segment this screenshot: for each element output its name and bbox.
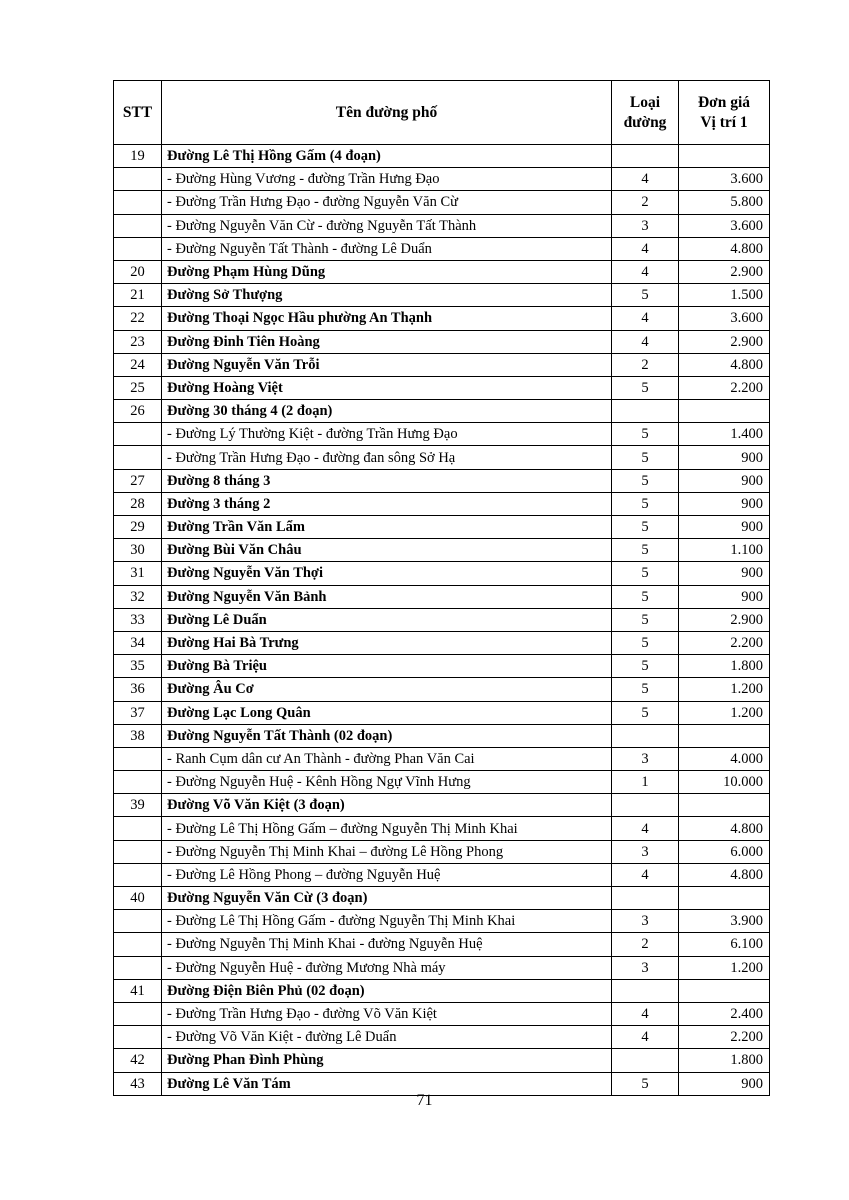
row-unit-price: 3.900	[679, 910, 770, 933]
table-row	[114, 771, 770, 794]
row-road-type	[612, 794, 679, 817]
table-header	[114, 81, 770, 145]
row-unit-price: 1.200	[679, 678, 770, 701]
row-street-name: - Đường Nguyễn Huệ - Kênh Hồng Ngự Vĩnh Hưng	[162, 771, 612, 794]
row-road-type: 2	[612, 353, 679, 376]
row-road-type	[612, 400, 679, 423]
row-street-name: Đường Điện Biên Phủ (02 đoạn)	[162, 979, 612, 1002]
row-unit-price: 1.400	[679, 423, 770, 446]
row-stt	[114, 771, 162, 794]
table-row	[114, 933, 770, 956]
header-unit-price-line2: Vị trí 1	[700, 113, 748, 131]
table-row	[114, 214, 770, 237]
row-unit-price	[679, 145, 770, 168]
row-stt: 39	[114, 794, 162, 817]
row-street-name: - Đường Võ Văn Kiệt - đường Lê Duẩn	[162, 1026, 612, 1049]
row-stt	[114, 237, 162, 260]
row-road-type: 4	[612, 168, 679, 191]
row-road-type: 4	[612, 817, 679, 840]
row-unit-price	[679, 794, 770, 817]
row-street-name: Đường Bà Triệu	[162, 655, 612, 678]
table-row	[114, 794, 770, 817]
row-street-name: - Đường Trần Hưng Đạo - đường Nguyễn Văn Cừ	[162, 191, 612, 214]
row-street-name: Đường Sở Thượng	[162, 284, 612, 307]
row-unit-price: 2.200	[679, 1026, 770, 1049]
row-road-type: 5	[612, 423, 679, 446]
row-unit-price: 2.900	[679, 330, 770, 353]
row-road-type: 4	[612, 863, 679, 886]
row-stt: 26	[114, 400, 162, 423]
row-unit-price: 2.900	[679, 260, 770, 283]
row-stt: 43	[114, 1072, 162, 1095]
row-unit-price: 900	[679, 562, 770, 585]
table-row	[114, 1049, 770, 1072]
row-stt: 38	[114, 724, 162, 747]
table-row	[114, 678, 770, 701]
row-stt	[114, 910, 162, 933]
row-road-type: 5	[612, 284, 679, 307]
row-stt: 22	[114, 307, 162, 330]
row-unit-price: 1.800	[679, 655, 770, 678]
row-unit-price: 2.200	[679, 376, 770, 399]
table-row	[114, 701, 770, 724]
row-street-name: Đường Hoàng Việt	[162, 376, 612, 399]
table-row	[114, 260, 770, 283]
street-price-table	[113, 80, 770, 1096]
row-road-type	[612, 979, 679, 1002]
page-number: 71	[416, 1092, 433, 1109]
table-row	[114, 887, 770, 910]
table-row	[114, 492, 770, 515]
header-street-name: Tên đường phố	[162, 81, 612, 145]
table-body	[114, 145, 770, 1096]
table-row	[114, 1026, 770, 1049]
row-road-type: 3	[612, 956, 679, 979]
row-road-type: 4	[612, 330, 679, 353]
row-stt: 19	[114, 145, 162, 168]
row-road-type: 3	[612, 840, 679, 863]
row-unit-price	[679, 400, 770, 423]
table-row	[114, 910, 770, 933]
row-road-type: 3	[612, 214, 679, 237]
row-road-type	[612, 145, 679, 168]
table-row	[114, 376, 770, 399]
table-row	[114, 585, 770, 608]
row-street-name: Đường Phan Đình Phùng	[162, 1049, 612, 1072]
row-road-type: 5	[612, 678, 679, 701]
row-stt: 37	[114, 701, 162, 724]
row-stt	[114, 1026, 162, 1049]
row-stt: 34	[114, 631, 162, 654]
row-unit-price: 1.200	[679, 956, 770, 979]
row-unit-price: 3.600	[679, 168, 770, 191]
table-row	[114, 979, 770, 1002]
row-street-name: Đường Thoại Ngọc Hầu phường An Thạnh	[162, 307, 612, 330]
row-unit-price: 900	[679, 585, 770, 608]
row-street-name: Đường Lạc Long Quân	[162, 701, 612, 724]
row-street-name: Đường Lê Duẩn	[162, 608, 612, 631]
table-row	[114, 724, 770, 747]
row-unit-price: 10.000	[679, 771, 770, 794]
row-unit-price	[679, 724, 770, 747]
header-stt: STT	[114, 81, 162, 145]
row-unit-price: 6.100	[679, 933, 770, 956]
row-road-type: 3	[612, 747, 679, 770]
row-street-name: Đường Nguyễn Tất Thành (02 đoạn)	[162, 724, 612, 747]
row-stt	[114, 214, 162, 237]
row-street-name: - Ranh Cụm dân cư An Thành - đường Phan Văn Cai	[162, 747, 612, 770]
row-road-type: 5	[612, 492, 679, 515]
row-road-type: 5	[612, 446, 679, 469]
row-street-name: Đường 8 tháng 3	[162, 469, 612, 492]
row-road-type: 3	[612, 910, 679, 933]
row-street-name: - Đường Trần Hưng Đạo - đường đan sông Sở Hạ	[162, 446, 612, 469]
row-street-name: - Đường Lê Thị Hồng Gấm – đường Nguyễn Thị Minh Khai	[162, 817, 612, 840]
row-unit-price	[679, 979, 770, 1002]
row-unit-price: 4.800	[679, 817, 770, 840]
table-row	[114, 307, 770, 330]
table-row	[114, 562, 770, 585]
table-row	[114, 956, 770, 979]
table-row	[114, 446, 770, 469]
row-street-name: - Đường Nguyễn Thị Minh Khai – đường Lê Hồng Phong	[162, 840, 612, 863]
row-stt	[114, 840, 162, 863]
row-street-name: Đường 3 tháng 2	[162, 492, 612, 515]
row-street-name: Đường Võ Văn Kiệt (3 đoạn)	[162, 794, 612, 817]
row-street-name: - Đường Nguyễn Tất Thành - đường Lê Duẩn	[162, 237, 612, 260]
row-road-type: 5	[612, 701, 679, 724]
row-street-name: - Đường Nguyễn Thị Minh Khai - đường Nguyễn Huệ	[162, 933, 612, 956]
table-row	[114, 469, 770, 492]
row-road-type: 4	[612, 307, 679, 330]
row-road-type: 4	[612, 237, 679, 260]
row-stt: 33	[114, 608, 162, 631]
row-street-name: Đường Âu Cơ	[162, 678, 612, 701]
row-stt: 25	[114, 376, 162, 399]
row-unit-price: 900	[679, 516, 770, 539]
row-road-type: 5	[612, 585, 679, 608]
table-row	[114, 191, 770, 214]
table-row	[114, 817, 770, 840]
row-street-name: Đường Nguyễn Văn Thợi	[162, 562, 612, 585]
row-stt: 42	[114, 1049, 162, 1072]
table-row	[114, 400, 770, 423]
row-street-name: - Đường Lý Thường Kiệt - đường Trần Hưng Đạo	[162, 423, 612, 446]
row-stt: 29	[114, 516, 162, 539]
header-unit-price-line1: Đơn giá	[697, 93, 751, 111]
table-row	[114, 539, 770, 562]
table-row	[114, 168, 770, 191]
table-row	[114, 330, 770, 353]
row-unit-price: 5.800	[679, 191, 770, 214]
header-road-type-line1: Loại	[629, 93, 661, 111]
table-row	[114, 840, 770, 863]
table-row	[114, 608, 770, 631]
row-road-type: 5	[612, 516, 679, 539]
header-row	[114, 81, 770, 145]
row-stt: 32	[114, 585, 162, 608]
row-road-type	[612, 724, 679, 747]
row-street-name: Đường Nguyễn Văn Trỗi	[162, 353, 612, 376]
row-street-name: Đường Nguyễn Văn Cừ (3 đoạn)	[162, 887, 612, 910]
table-row	[114, 516, 770, 539]
row-unit-price: 3.600	[679, 214, 770, 237]
table-row	[114, 353, 770, 376]
row-unit-price: 2.900	[679, 608, 770, 631]
row-road-type: 4	[612, 1002, 679, 1025]
row-unit-price: 1.100	[679, 539, 770, 562]
table-row	[114, 1002, 770, 1025]
row-street-name: Đường Nguyễn Văn Bảnh	[162, 585, 612, 608]
table-row	[114, 284, 770, 307]
row-road-type: 5	[612, 1072, 679, 1095]
row-stt: 35	[114, 655, 162, 678]
row-road-type: 5	[612, 608, 679, 631]
row-stt: 21	[114, 284, 162, 307]
row-stt: 31	[114, 562, 162, 585]
header-road-type-line2: đường	[623, 113, 667, 131]
row-stt: 20	[114, 260, 162, 283]
row-stt	[114, 817, 162, 840]
row-street-name: - Đường Lê Hồng Phong – đường Nguyễn Huệ	[162, 863, 612, 886]
row-unit-price: 4.800	[679, 237, 770, 260]
row-road-type: 2	[612, 191, 679, 214]
row-street-name: Đường Đinh Tiên Hoàng	[162, 330, 612, 353]
header-road-type	[612, 81, 679, 145]
row-road-type: 5	[612, 655, 679, 678]
row-stt: 28	[114, 492, 162, 515]
table-row	[114, 631, 770, 654]
table-row	[114, 747, 770, 770]
row-road-type: 5	[612, 631, 679, 654]
row-road-type: 2	[612, 933, 679, 956]
row-unit-price: 1.500	[679, 284, 770, 307]
row-street-name: - Đường Lê Thị Hồng Gấm - đường Nguyễn Thị Minh Khai	[162, 910, 612, 933]
row-road-type: 5	[612, 539, 679, 562]
row-unit-price: 1.800	[679, 1049, 770, 1072]
row-street-name: - Đường Nguyễn Văn Cừ - đường Nguyễn Tất Thành	[162, 214, 612, 237]
row-unit-price: 4.800	[679, 863, 770, 886]
row-stt	[114, 863, 162, 886]
table-row	[114, 655, 770, 678]
row-stt	[114, 1002, 162, 1025]
header-unit-price	[679, 81, 770, 145]
table-row	[114, 145, 770, 168]
row-road-type: 4	[612, 1026, 679, 1049]
row-stt: 24	[114, 353, 162, 376]
row-street-name: - Đường Hùng Vương - đường Trần Hưng Đạo	[162, 168, 612, 191]
row-stt: 27	[114, 469, 162, 492]
row-road-type: 4	[612, 260, 679, 283]
row-stt: 41	[114, 979, 162, 1002]
row-stt	[114, 747, 162, 770]
row-unit-price	[679, 887, 770, 910]
row-unit-price: 3.600	[679, 307, 770, 330]
row-unit-price: 4.800	[679, 353, 770, 376]
row-stt	[114, 423, 162, 446]
row-stt: 23	[114, 330, 162, 353]
row-street-name: Đường Lê Thị Hồng Gấm (4 đoạn)	[162, 145, 612, 168]
row-stt: 36	[114, 678, 162, 701]
row-road-type: 1	[612, 771, 679, 794]
row-stt	[114, 168, 162, 191]
row-road-type	[612, 1049, 679, 1072]
row-stt	[114, 933, 162, 956]
row-stt: 40	[114, 887, 162, 910]
row-unit-price: 900	[679, 492, 770, 515]
row-stt	[114, 956, 162, 979]
row-street-name: - Đường Nguyễn Huệ - đường Mương Nhà máy	[162, 956, 612, 979]
table-row	[114, 863, 770, 886]
row-street-name: Đường 30 tháng 4 (2 đoạn)	[162, 400, 612, 423]
table-row	[114, 423, 770, 446]
row-road-type: 5	[612, 376, 679, 399]
row-street-name: Đường Phạm Hùng Dũng	[162, 260, 612, 283]
row-unit-price: 2.200	[679, 631, 770, 654]
row-unit-price: 900	[679, 469, 770, 492]
row-stt	[114, 191, 162, 214]
row-unit-price: 900	[679, 1072, 770, 1095]
row-road-type	[612, 887, 679, 910]
row-unit-price: 2.400	[679, 1002, 770, 1025]
row-unit-price: 4.000	[679, 747, 770, 770]
row-street-name: Đường Trần Văn Lẩm	[162, 516, 612, 539]
row-unit-price: 900	[679, 446, 770, 469]
row-stt	[114, 446, 162, 469]
row-street-name: Đường Hai Bà Trưng	[162, 631, 612, 654]
table-row	[114, 237, 770, 260]
row-street-name: Đường Lê Văn Tám	[162, 1072, 612, 1095]
row-road-type: 5	[612, 562, 679, 585]
row-street-name: - Đường Trần Hưng Đạo - đường Võ Văn Kiệt	[162, 1002, 612, 1025]
row-unit-price: 1.200	[679, 701, 770, 724]
row-street-name: Đường Bùi Văn Châu	[162, 539, 612, 562]
row-stt: 30	[114, 539, 162, 562]
row-road-type: 5	[612, 469, 679, 492]
row-unit-price: 6.000	[679, 840, 770, 863]
